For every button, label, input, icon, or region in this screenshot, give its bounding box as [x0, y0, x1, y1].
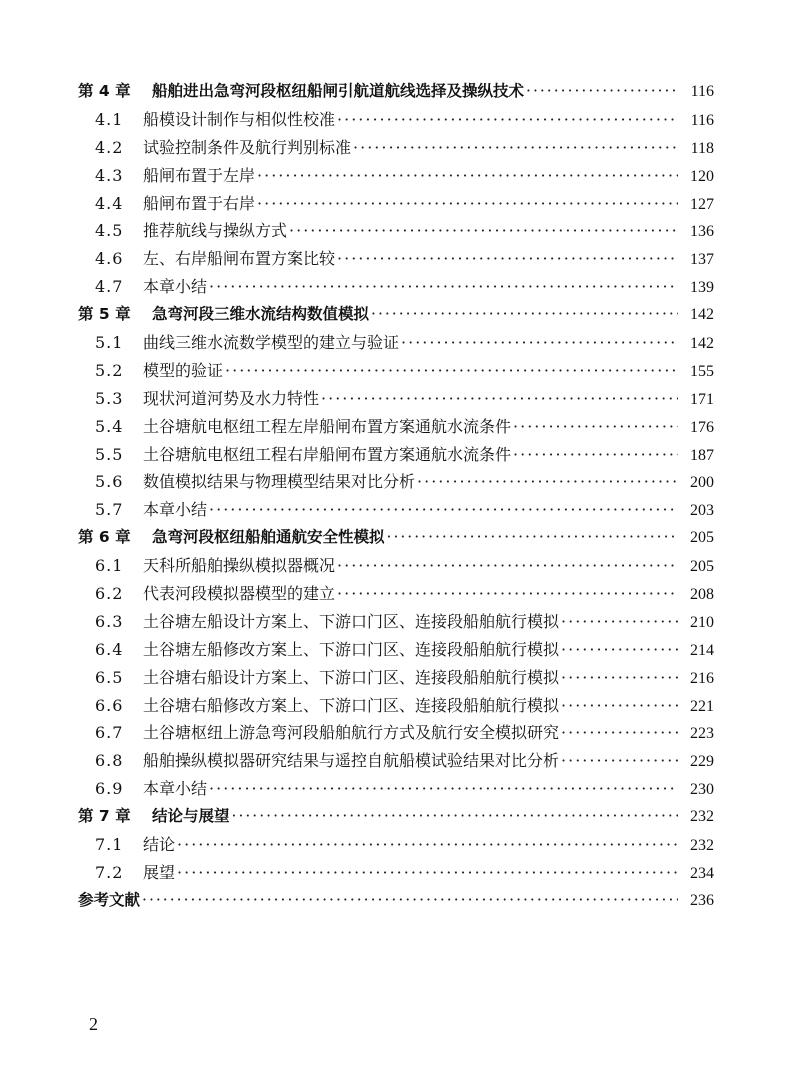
toc-entry-page: 234 — [690, 864, 714, 882]
toc-section-entry[interactable] — [78, 273, 714, 301]
dot-leader — [209, 775, 678, 803]
toc-chapter-entry[interactable] — [78, 887, 714, 915]
toc-entry-title: 结论与展望 — [152, 807, 230, 826]
toc-section-entry[interactable] — [78, 747, 714, 775]
toc-entry-page: 116 — [690, 83, 714, 100]
dot-leader — [387, 524, 678, 552]
toc-entry-page: 210 — [690, 613, 714, 631]
toc-entry-title: 土谷塘右船修改方案上、下游口门区、连接段船舶航行模拟 — [143, 695, 560, 715]
dot-leader — [177, 831, 678, 859]
dot-leader — [561, 692, 678, 720]
toc-entry-title: 本章小结 — [143, 277, 208, 297]
toc-entry-title: 数值模拟结果与物理模型结果对比分析 — [143, 472, 416, 492]
toc-entry-page: 200 — [690, 474, 714, 492]
dot-leader — [257, 162, 678, 190]
dot-leader — [526, 78, 678, 106]
toc-entry-title: 土谷塘左船修改方案上、下游口门区、连接段船舶航行模拟 — [143, 639, 560, 659]
toc-entry-page: 232 — [690, 837, 714, 855]
toc-chapter-entry[interactable] — [78, 301, 714, 329]
toc-entry-page: 221 — [690, 697, 714, 715]
toc-entry-number: 4.4 — [95, 193, 124, 213]
dot-leader — [177, 859, 678, 887]
toc-entry-page: 176 — [690, 418, 714, 436]
toc-section-entry[interactable] — [78, 664, 714, 692]
dot-leader — [209, 273, 678, 301]
dot-leader — [337, 245, 678, 273]
toc-entry-number: 6.1 — [95, 556, 124, 576]
toc-entry-title: 曲线三维水流数学模型的建立与验证 — [143, 333, 400, 353]
toc-section-entry[interactable] — [78, 831, 714, 859]
toc-entry-title: 船舶进出急弯河段枢纽船闸引航道航线选择及操纵技术 — [152, 82, 525, 100]
toc-section-entry[interactable] — [78, 719, 714, 747]
toc-section-entry[interactable] — [78, 134, 714, 162]
toc-entry-number: 6.9 — [95, 779, 124, 799]
dot-leader — [142, 887, 678, 915]
toc-entry-page: 120 — [690, 167, 714, 185]
dot-leader — [337, 580, 678, 608]
toc-entry-title: 船闸布置于左岸 — [143, 165, 256, 185]
toc-section-entry[interactable] — [78, 692, 714, 720]
toc-entry-number: 6.7 — [95, 723, 124, 743]
toc-entry-page: 205 — [690, 529, 714, 547]
toc-entry-page: 155 — [690, 362, 714, 380]
toc-section-entry[interactable] — [78, 217, 714, 245]
toc-entry-title: 天科所船舶操纵模拟器概况 — [143, 556, 336, 576]
dot-leader — [417, 468, 678, 496]
toc-entry-page: 187 — [690, 446, 714, 464]
toc-entry-title: 急弯河段三维水流结构数值模拟 — [152, 305, 370, 324]
toc-entry-title: 结论 — [143, 835, 176, 855]
toc-entry-title: 土谷塘枢纽上游急弯河段船舶航行方式及航行安全模拟研究 — [143, 723, 560, 743]
toc-section-entry[interactable] — [78, 859, 714, 887]
toc-entry-number: 7.1 — [95, 835, 124, 855]
dot-leader — [561, 747, 678, 775]
toc-entry-number: 4.2 — [95, 137, 124, 157]
toc-section-entry[interactable] — [78, 190, 714, 218]
toc-section-entry[interactable] — [78, 608, 714, 636]
dot-leader — [321, 385, 678, 413]
toc-entry-page: 203 — [690, 502, 714, 520]
toc-entry-page: 127 — [690, 195, 714, 213]
toc-entry-title: 船闸布置于右岸 — [143, 193, 256, 213]
dot-leader — [513, 413, 678, 441]
dot-leader — [232, 803, 678, 831]
toc-section-entry[interactable] — [78, 385, 714, 413]
toc-entry-page: 229 — [690, 753, 714, 771]
toc-entry-title: 土谷塘航电枢纽工程左岸船闸布置方案通航水流条件 — [143, 416, 512, 436]
toc-entry-number: 5.4 — [95, 416, 124, 436]
dot-leader — [337, 552, 678, 580]
toc-section-entry[interactable] — [78, 468, 714, 496]
toc-entry-number: 4.7 — [95, 277, 124, 297]
toc-entry-page: 214 — [690, 641, 714, 659]
toc-entry-page: 116 — [690, 111, 714, 129]
dot-leader — [401, 329, 678, 357]
page-number: 2 — [89, 1014, 98, 1034]
toc-entry-title: 代表河段模拟器模型的建立 — [143, 584, 336, 604]
toc-chapter-entry[interactable] — [78, 803, 714, 831]
toc-entry-number: 6.4 — [95, 639, 124, 659]
toc-entry-page: 230 — [690, 781, 714, 799]
toc-entry-page: 118 — [690, 139, 714, 157]
toc-entry-number: 第 7 章 — [78, 807, 131, 826]
toc-entry-number: 6.6 — [95, 695, 124, 715]
toc-entry-title: 参考文献 — [78, 890, 141, 909]
toc-entry-page: 137 — [690, 251, 714, 269]
toc-entry-number: 6.5 — [95, 667, 124, 687]
toc-entry-page: 223 — [690, 725, 714, 743]
toc-entry-title: 展望 — [143, 862, 176, 882]
toc-entry-title: 土谷塘航电枢纽工程右岸船闸布置方案通航水流条件 — [143, 444, 512, 464]
toc-entry-page: 208 — [690, 586, 714, 604]
toc-entry-number: 4.3 — [95, 165, 124, 185]
toc-entry-title: 本章小结 — [143, 500, 208, 520]
toc-entry-number: 5.6 — [95, 472, 124, 492]
toc-entry-title: 试验控制条件及航行判别标准 — [143, 137, 352, 157]
toc-entry-number: 5.3 — [95, 388, 124, 408]
toc-chapter-entry[interactable] — [78, 524, 714, 552]
dot-leader — [289, 217, 678, 245]
toc-entry-title: 土谷塘右船设计方案上、下游口门区、连接段船舶航行模拟 — [143, 667, 560, 687]
dot-leader — [561, 636, 678, 664]
dot-leader — [209, 496, 678, 524]
table-of-contents — [78, 78, 714, 915]
toc-entry-number: 4.5 — [95, 221, 124, 241]
toc-section-entry[interactable] — [78, 106, 714, 134]
toc-entry-title: 急弯河段枢纽船舶通航安全性模拟 — [152, 528, 385, 547]
dot-leader — [561, 719, 678, 747]
toc-entry-number: 7.2 — [95, 862, 124, 882]
toc-entry-page: 232 — [690, 808, 714, 826]
toc-entry-page: 216 — [690, 669, 714, 687]
toc-entry-page: 139 — [690, 279, 714, 297]
toc-section-entry[interactable] — [78, 636, 714, 664]
toc-section-entry[interactable] — [78, 496, 714, 524]
toc-entry-title: 现状河道河势及水力特性 — [143, 388, 320, 408]
dot-leader — [371, 301, 678, 329]
toc-section-entry[interactable] — [78, 357, 714, 385]
toc-chapter-entry[interactable] — [78, 78, 714, 106]
toc-entry-number: 6.3 — [95, 611, 124, 631]
dot-leader — [257, 190, 678, 218]
toc-entry-number: 第 4 章 — [78, 82, 131, 100]
toc-section-entry[interactable] — [78, 441, 714, 469]
toc-section-entry[interactable] — [78, 162, 714, 190]
dot-leader — [353, 134, 678, 162]
toc-entry-page: 236 — [690, 891, 714, 909]
dot-leader — [513, 441, 678, 469]
toc-entry-page: 136 — [690, 223, 714, 241]
toc-entry-page: 142 — [690, 335, 714, 353]
toc-entry-number: 5.1 — [95, 333, 124, 353]
toc-entry-number: 6.8 — [95, 751, 124, 771]
toc-entry-number: 第 5 章 — [78, 305, 131, 324]
toc-entry-title: 船舶操纵模拟器研究结果与遥控自航船模试验结果对比分析 — [143, 751, 560, 771]
toc-entry-number: 5.7 — [95, 500, 124, 520]
toc-entry-title: 左、右岸船闸布置方案比较 — [143, 249, 336, 269]
toc-entry-title: 模型的验证 — [143, 360, 224, 380]
toc-entry-title: 船模设计制作与相似性校准 — [143, 109, 336, 129]
toc-entry-page: 142 — [690, 306, 714, 324]
toc-entry-number: 6.2 — [95, 584, 124, 604]
toc-section-entry[interactable] — [78, 775, 714, 803]
toc-section-entry[interactable] — [78, 580, 714, 608]
toc-section-entry[interactable] — [78, 329, 714, 357]
toc-entry-number: 4.1 — [95, 109, 124, 129]
toc-entry-title: 推荐航线与操纵方式 — [143, 221, 288, 241]
toc-section-entry[interactable] — [78, 413, 714, 441]
toc-entry-page: 171 — [690, 390, 714, 408]
toc-entry-number: 5.5 — [95, 444, 124, 464]
toc-section-entry[interactable] — [78, 245, 714, 273]
toc-entry-title: 本章小结 — [143, 779, 208, 799]
dot-leader — [561, 608, 678, 636]
dot-leader — [337, 106, 678, 134]
dot-leader — [561, 664, 678, 692]
toc-entry-number: 第 6 章 — [78, 528, 131, 547]
toc-entry-title: 土谷塘左船设计方案上、下游口门区、连接段船舶航行模拟 — [143, 611, 560, 631]
toc-entry-number: 5.2 — [95, 360, 124, 380]
toc-entry-page: 205 — [690, 558, 714, 576]
dot-leader — [225, 357, 678, 385]
toc-section-entry[interactable] — [78, 552, 714, 580]
toc-entry-number: 4.6 — [95, 249, 124, 269]
